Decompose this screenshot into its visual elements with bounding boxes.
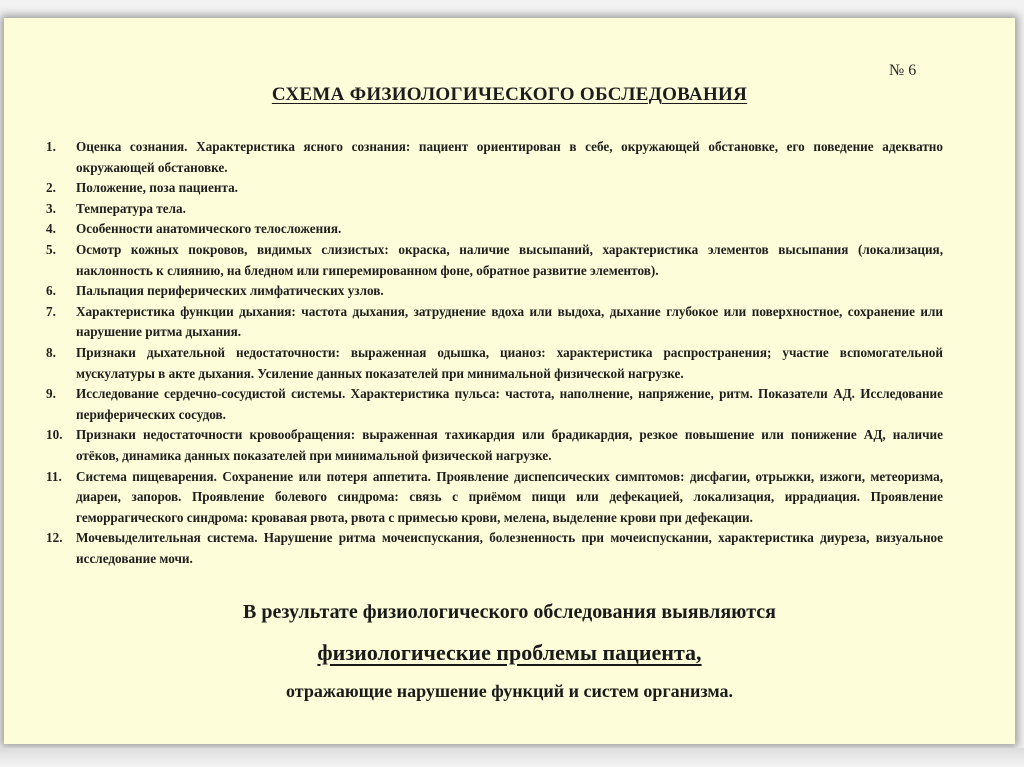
list-item-number: 3. [46, 200, 56, 216]
examination-list [46, 137, 943, 569]
summary-line-2 [4, 640, 1015, 666]
list-item-text: Признаки недостаточности кровообращения: выраженная тахикардия или брадикардия, резкое повышение или понижение АД, наличие отёков, динамика данных показателей при минимальной физической нагрузке. [76, 427, 943, 463]
list-item-text: Особенности анатомического телосложения. [76, 221, 342, 237]
list-item [46, 199, 943, 220]
list-item-text: Осмотр кожных покровов, видимых слизистых: окраска, наличие высыпаний, характеристика элементов высыпания (локализация, наклонность к слиянию, на бледном или гиперемированном фоне, обратное развитие элементов). [76, 241, 943, 278]
list-item-number: 5. [46, 241, 56, 257]
list-item-number: 6. [46, 283, 56, 299]
summary-line-1: В результате физиологического обследования выявляются [243, 601, 776, 623]
list-item-text: Пальпация периферических лимфатических узлов. [76, 283, 384, 299]
summary-line-2-text: физиологические проблемы пациента, [317, 640, 702, 665]
list-item-text: Характеристика функции дыхания: частота дыхания, затруднение вдоха или выдоха, дыхание глубокое или поверхностное, сохранение или нарушение ритма дыхания. [76, 303, 943, 340]
list-item [46, 219, 943, 240]
list-item-number: 8. [46, 344, 56, 360]
list-item-number: 9. [46, 386, 56, 402]
list-item-text: Положение, поза пациента. [76, 180, 238, 196]
summary-line-3: отражающие нарушение функций и систем организма. [286, 681, 733, 701]
list-item [46, 528, 943, 569]
page-title [4, 84, 1015, 106]
list-item [46, 343, 943, 384]
list-item-number: 1. [46, 139, 56, 154]
list-item [46, 425, 943, 466]
list-item-text: Исследование сердечно-сосудистой системы. Характеристика пульса: частота, наполнение, напряжение, ритм. Показатели АД. Исследование периферических сосудов. [76, 386, 943, 422]
list-item-number: 2. [46, 180, 56, 196]
list-item-number: 11. [46, 468, 62, 484]
list-item-text: Система пищеварения. Сохранение или потеря аппетита. Проявление диспепсических симптомов: дисфагии, отрыжки, изжоги, метеоризма, диареи, запоров. Проявление болевого синдрома: связь с приёмом пищи или дефекацией, локализация, иррадиация. Проявление геморрагического синдрома: кровавая рвота, рвота с примесью крови, мелена, выделение крови при дефекации. [76, 468, 943, 525]
list-item [46, 178, 943, 199]
list-item-number: 10. [46, 427, 63, 443]
list-item [46, 137, 943, 178]
list-item [46, 384, 943, 425]
list-item [46, 302, 943, 343]
page-title-text: СХЕМА ФИЗИОЛОГИЧЕСКОГО ОБСЛЕДОВАНИЯ [271, 84, 748, 105]
list-item-text: Температура тела. [76, 200, 186, 216]
list-item-text: Мочевыделительная система. Нарушение ритма мочеиспускания, болезненность при мочеиспускании, характеристика диуреза, визуальное исследование мочи. [76, 530, 943, 566]
list-item-number: 7. [46, 303, 56, 319]
list-item-text: Оценка сознания. Характеристика ясного сознания: пациент ориентирован в себе, окружающей обстановке, его поведение адекватно окружающей обстановке. [76, 139, 943, 175]
list-item-number: 4. [46, 221, 56, 237]
list-item [46, 281, 943, 302]
list-item [46, 467, 943, 529]
document-sheet [4, 18, 1015, 744]
list-item-text: Признаки дыхательной недостаточности: выраженная одышка, цианоз: характеристика распространения; участие вспомогательной мускулатуры в акте дыхания. Усиление данных показателей при минимальной физической нагрузке. [76, 344, 943, 381]
list-item [46, 240, 943, 281]
list-item-number: 12. [46, 530, 63, 546]
bottom-edge [0, 748, 1024, 767]
document-number: № 6 [889, 62, 917, 79]
